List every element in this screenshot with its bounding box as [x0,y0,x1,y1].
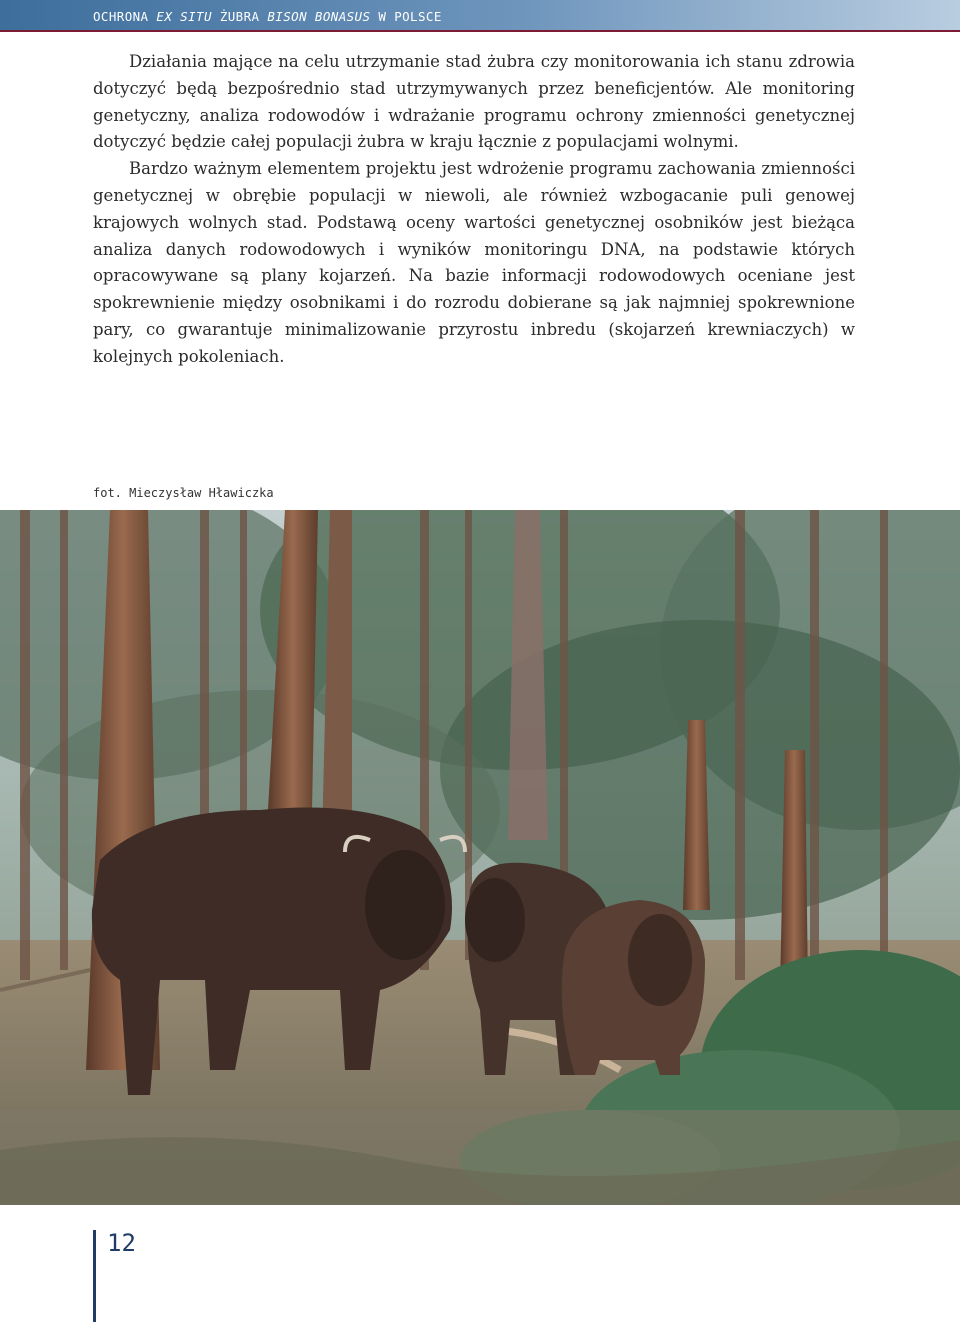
header-rule [0,30,960,32]
photo-caption: fot. Mieczysław Hławiczka [93,486,274,500]
paragraph-2: Bardzo ważnym elementem projektu jest wdrożenie programu zachowania zmienności genetycznej w obrębie populacji w niewoli, ale również wzbogacanie puli genowej krajowych wolnych stad. Podstawą oceny wartości genetycznej osobników jest bieżąca analiza danych rodowodowych i wyników monitoringu DNA, na podstawie których opracowywane są plany kojarzeń. Na bazie informacji rodowodowych oceniane jest spokrewnienie między osobnikami i do rozrodu dobierane są jak najmniej spokrewnione pary, co gwarantuje minimalizowanie przyrostu inbredu (skojarzeń krewniaczych) w kolejnych pokoleniach. [93,159,855,366]
running-head-italic-2: BISON BONASUS [267,9,371,24]
running-head-part3: ŻUBRA [211,9,268,24]
running-head-part1: OCHRONA [93,9,157,24]
running-head-part5: W POLSCE [370,9,442,24]
paragraph-1: Działania mające na celu utrzymanie stad żubra czy monitorowania ich stanu zdrowia dotyczyć będą bezpośrednio stad utrzymywanych przez beneficjentów. Ale monitoring genetyczny, analiza rodowodów i wdrażanie programu ochrony zmienności genetycznej dotyczyć będzie całej populacji żubra w kraju łącznie z populacjami wolnymi. [93,52,855,152]
page-number: 12 [107,1229,136,1257]
bison-forest-photo [0,510,960,1205]
running-head-italic-1: EX SITU [156,9,212,24]
running-head [93,9,442,25]
body-text [93,49,855,371]
folio-rule [93,1230,96,1322]
